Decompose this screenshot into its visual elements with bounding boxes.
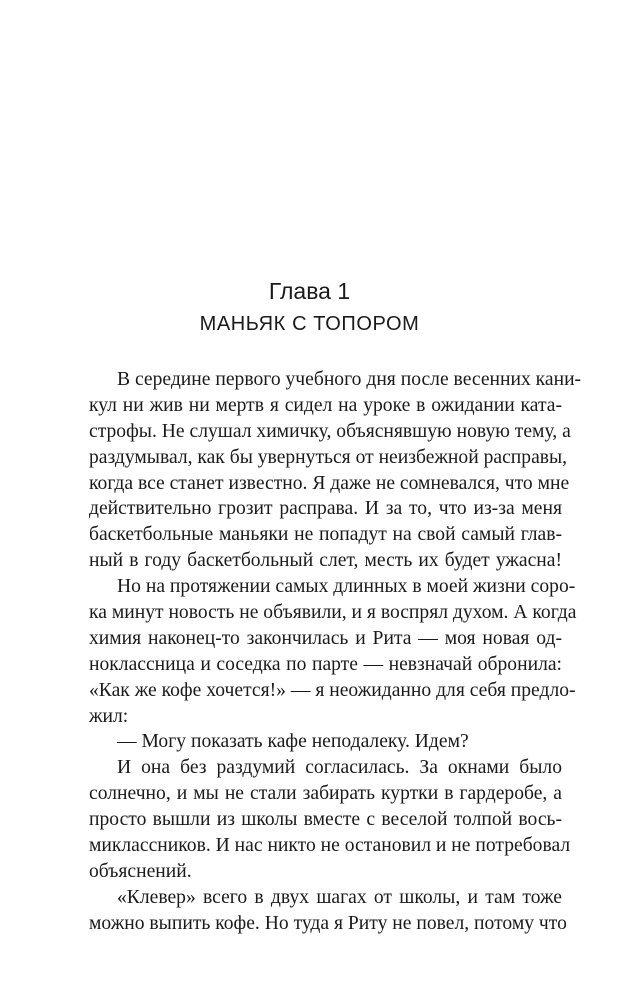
paragraph (89, 885, 567, 937)
text-line: Но на протяжении самых длинных в моей жизни соро- (117, 576, 576, 598)
text-line: объяснений. (89, 860, 192, 882)
paragraph (89, 574, 577, 729)
chapter-title: Глава 1 (268, 278, 351, 304)
text-line: «Клевер» всего в двух шагах от школы, и там тоже (117, 886, 562, 908)
chapter-subtitle: МАНЬЯК С ТОПОРОМ (199, 313, 420, 335)
text-line: И она без раздумий согласилась. За окнами было (117, 757, 562, 779)
text-line: раздумывал, как бы увернуться от неизбежной расправы, (89, 446, 568, 468)
text-line: ноклассница и соседка по парте — невзначай обронила: (89, 653, 562, 675)
text-line: ка минут новость не объявили, и я воспрял духом. А когда (89, 602, 577, 624)
paragraph (89, 755, 571, 884)
text-line: химия наконец-то закончилась и Рита — моя новая од- (89, 627, 562, 649)
text-line: жил: (89, 705, 129, 727)
text-line: строфы. Не слушал химичку, объяснявшую новую тему, а (89, 420, 571, 442)
paragraph-dialogue (89, 729, 562, 755)
body-text (89, 367, 582, 937)
text-line: «Как же кофе хочется!» — я неожиданно для себя предло- (89, 679, 576, 701)
text-line: кул ни жив ни мертв я сидел на уроке в ожидании ката- (89, 394, 562, 416)
text-line: В середине первого учебного дня после весенних кани- (117, 369, 582, 390)
paragraph (89, 367, 582, 574)
text-line: когда все станет известно. Я даже не сомневался, что мне (89, 472, 570, 494)
text-line: можно выпить кофе. Но туда я Риту не повел, потому что (89, 912, 567, 934)
text-line: действительно грозит расправа. И за то, что из-за меня (89, 498, 562, 520)
text-line: баскетбольные маньяки не попадут на свой самый глав- (89, 524, 562, 546)
text-line: просто вышли из школы вместе с веселой толпой вось- (89, 809, 562, 831)
text-line: солнечно, и мы не стали забирать куртки в гардеробе, а (89, 783, 562, 805)
text-line: миклассников. И нас никто не остановил и не потребовал (89, 835, 571, 857)
text-line: ный в году баскетбольный слет, месть их будет ужасна! (89, 550, 562, 572)
text-line: — Могу показать кафе неподалеку. Идем? (117, 731, 469, 753)
